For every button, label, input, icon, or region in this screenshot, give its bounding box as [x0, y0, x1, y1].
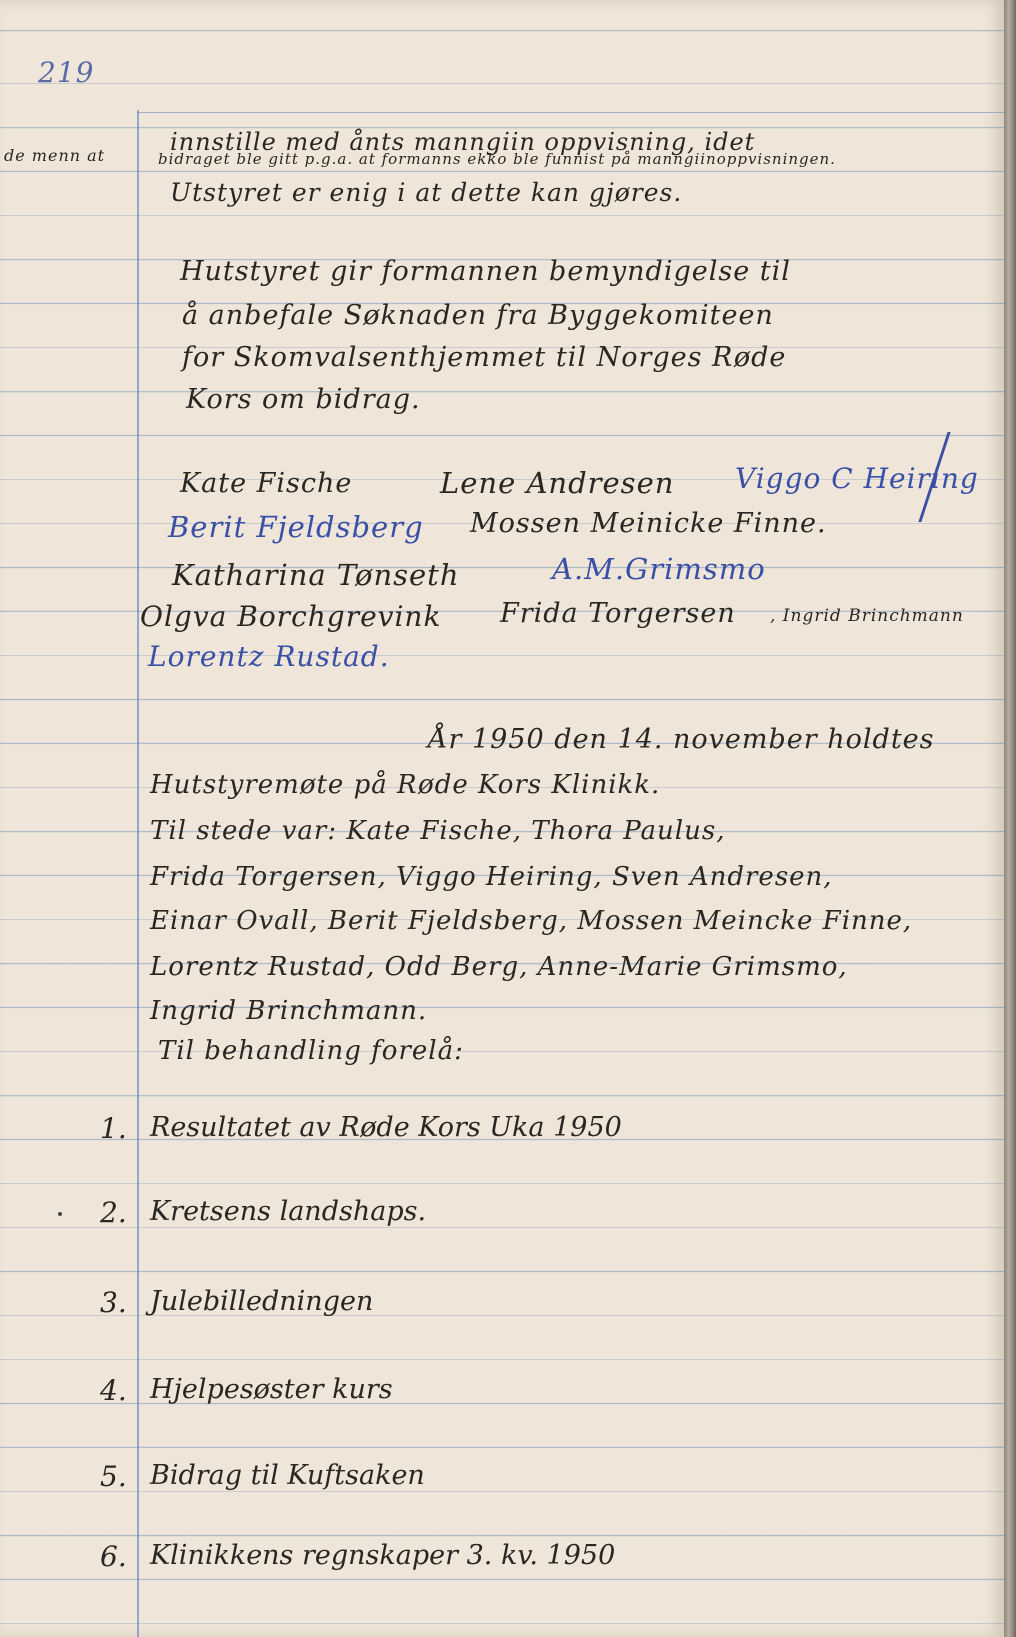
header-rule — [137, 112, 1004, 113]
agenda-number: 6. — [100, 1540, 127, 1573]
agenda-item: Resultatet av Røde Kors Uka 1950 — [150, 1112, 622, 1143]
meeting-line-5: Einar Ovall, Berit Fjeldsberg, Mossen Meincke Finne, — [150, 906, 913, 936]
meeting-line-1: År 1950 den 14. november holdtes — [428, 724, 935, 755]
signature-lorentz: Lorentz Rustad. — [148, 640, 390, 673]
book-binding — [1004, 0, 1016, 1637]
agenda-item: Klinikkens regnskaper 3. kv. 1950 — [150, 1540, 616, 1571]
agenda-item: Bidrag til Kuftsaken — [150, 1460, 425, 1491]
signature-katharina: Katharina Tønseth — [172, 558, 460, 592]
signature-viggo: Viggo C Heiring — [735, 462, 979, 495]
resolution-line-2: å anbefale Søknaden fra Byggekomiteen — [182, 300, 774, 331]
signature-ingrid: , Ingrid Brinchmann — [770, 606, 964, 626]
agenda-item: Julebilledningen — [150, 1286, 374, 1317]
signature-berit: Berit Fjeldsberg — [168, 510, 424, 544]
agenda-number: 3. — [100, 1286, 127, 1319]
meeting-line-2: Hutstyremøte på Røde Kors Klinikk. — [150, 770, 661, 800]
resolution-line-4: Kors om bidrag. — [186, 384, 421, 415]
minutes-line-3: Utstyret er enig i at dette kan gjøres. — [170, 178, 683, 207]
resolution-line-3: for Skomvalsenthjemmet til Norges Røde — [182, 342, 787, 373]
minutes-line-2: bidraget ble gitt p.g.a. at formanns ekko ble funnist på manngiinoppvisningen. — [158, 150, 836, 168]
signature-olgva: Olgva Borchgrevink — [140, 600, 442, 633]
margin-note: de menn at — [4, 146, 106, 165]
meeting-line-7: Ingrid Brinchmann. — [150, 996, 428, 1026]
margin-dot — [58, 1212, 62, 1216]
signature-frida: Frida Torgersen — [500, 598, 736, 629]
agenda-item: Hjelpesøster kurs — [150, 1374, 393, 1405]
agenda-number: 2. — [100, 1196, 127, 1229]
signature-lene: Lene Andresen — [440, 466, 675, 500]
agenda-item: Kretsens landshaps. — [150, 1196, 427, 1227]
margin-rule — [137, 110, 139, 1637]
signature-am: A.M.Grimsmo — [552, 552, 766, 586]
meeting-line-6: Lorentz Rustad, Odd Berg, Anne-Marie Grimsmo, — [150, 952, 848, 982]
agenda-number: 5. — [100, 1460, 127, 1493]
meeting-line-8: Til behandling forelå: — [158, 1036, 464, 1066]
minutes-line-1: innstille med ånts manngiin oppvisning, idet — [170, 128, 756, 156]
agenda-number: 1. — [100, 1112, 127, 1145]
meeting-line-4: Frida Torgersen, Viggo Heiring, Sven Andresen, — [150, 862, 833, 892]
agenda-number: 4. — [100, 1374, 127, 1407]
meeting-line-3: Til stede var: Kate Fische, Thora Paulus, — [150, 816, 726, 846]
page-number: 219 — [38, 56, 95, 89]
signature-kate: Kate Fische — [180, 468, 353, 499]
resolution-line-1: Hutstyret gir formannen bemyndigelse til — [180, 256, 791, 287]
signature-mossen: Mossen Meinicke Finne. — [470, 508, 827, 539]
